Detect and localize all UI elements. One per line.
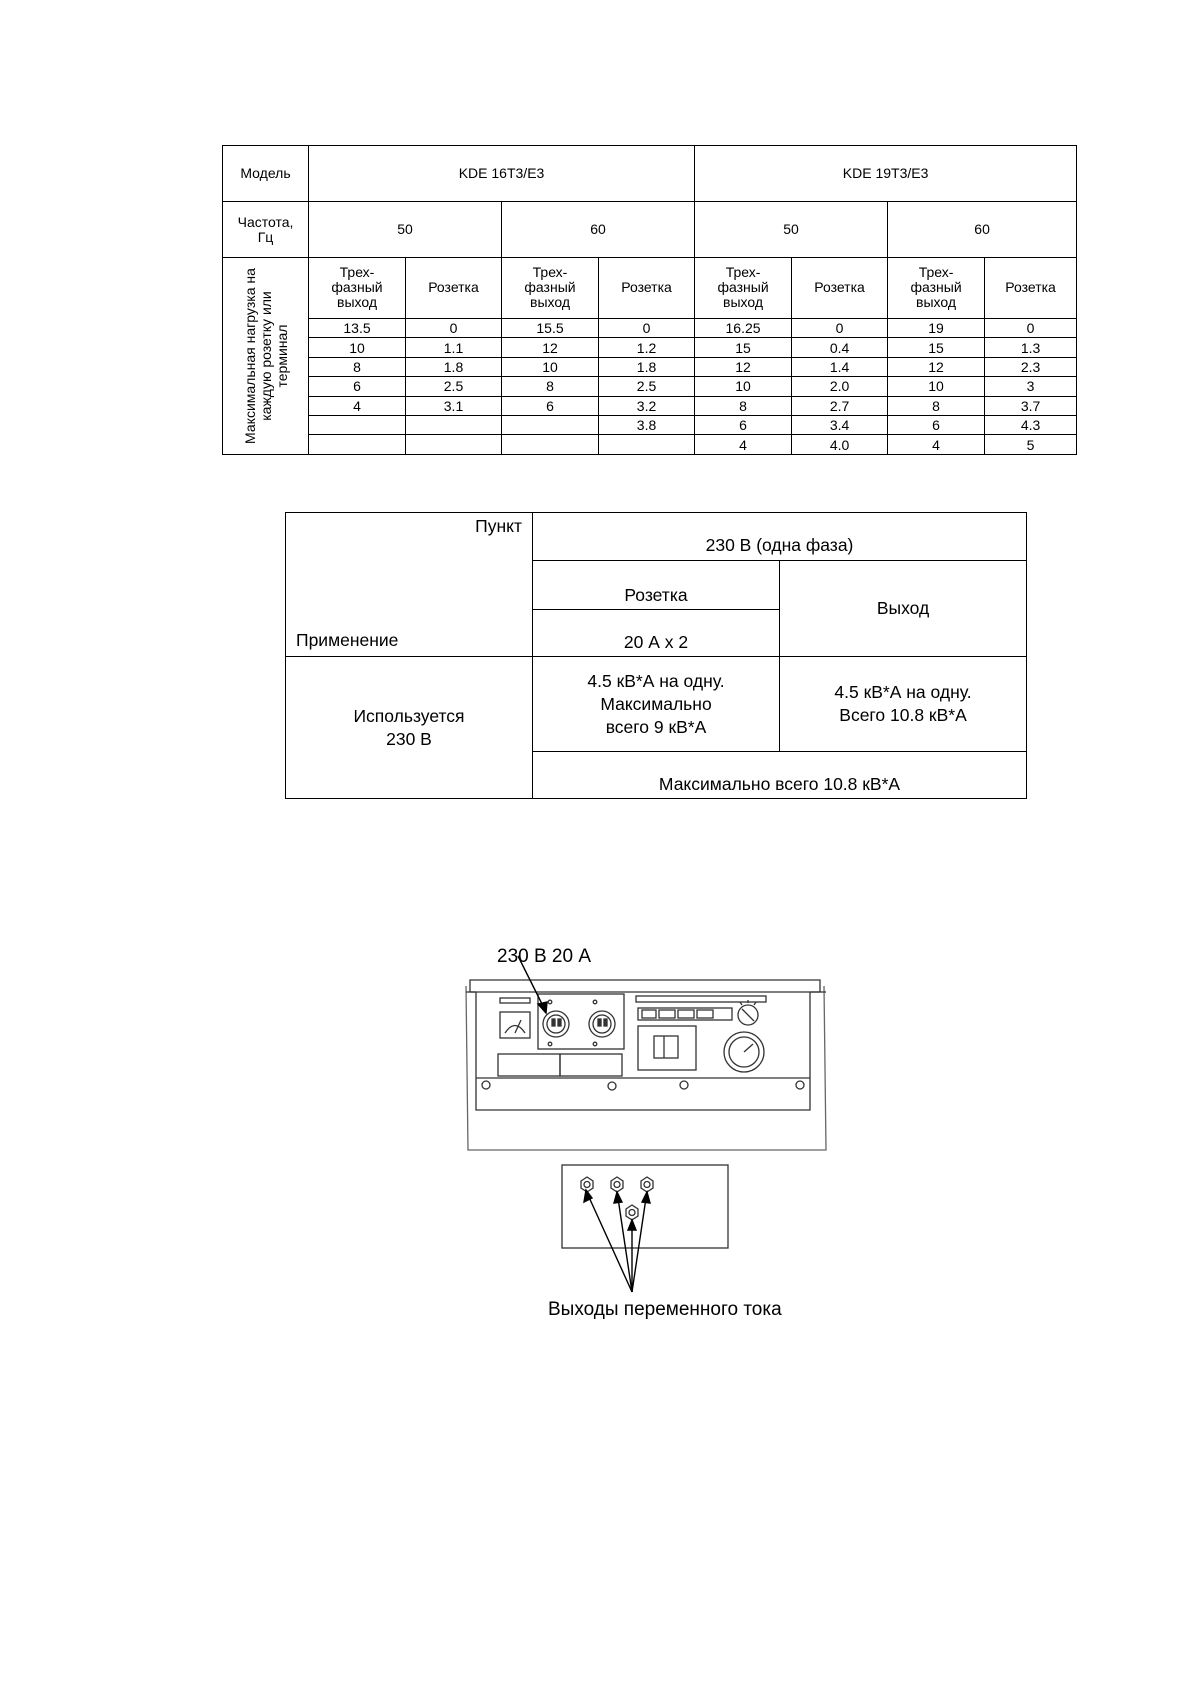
cell: 15 <box>888 338 985 357</box>
cell: 10 <box>309 338 406 357</box>
freq-cell: 60 <box>888 202 1077 258</box>
cell: 3.8 <box>599 416 695 435</box>
table-row <box>223 377 1077 396</box>
cell: 1.8 <box>599 357 695 376</box>
model-kde19: KDE 19T3/E3 <box>695 146 1077 202</box>
cell: 10 <box>888 377 985 396</box>
cell: 6 <box>502 396 599 415</box>
cell: 4.3 <box>985 416 1077 435</box>
table-row <box>223 396 1077 415</box>
cell: 15 <box>695 338 792 357</box>
total-capacity: Максимально всего 10.8 кВ*А <box>533 752 1027 799</box>
output-capacity: 4.5 кВ*А на одну. Всего 10.8 кВ*А <box>780 657 1027 752</box>
application-label: Применение <box>296 630 399 650</box>
cell: 8 <box>502 377 599 396</box>
cell: 2.3 <box>985 357 1077 376</box>
col-three-phase: Трех- фазный выход <box>309 258 406 319</box>
socket-capacity: 4.5 кВ*А на одну. Максимально всего 9 кВ*А <box>533 657 780 752</box>
cell: 1.2 <box>599 338 695 357</box>
table-row <box>223 416 1077 435</box>
used-label: Используется 230 В <box>286 657 533 799</box>
cell: 6 <box>309 377 406 396</box>
col-three-phase: Трех- фазный выход <box>502 258 599 319</box>
table-row <box>223 357 1077 376</box>
cell: 8 <box>695 396 792 415</box>
cell: 0 <box>985 318 1077 337</box>
cell: 3.7 <box>985 396 1077 415</box>
output-header: Выход <box>780 561 1027 657</box>
cell: 1.3 <box>985 338 1077 357</box>
cell: 5 <box>985 435 1077 455</box>
cell <box>309 416 406 435</box>
frequency-label: Частота, Гц <box>223 202 309 258</box>
cell: 19 <box>888 318 985 337</box>
freq-cell: 50 <box>309 202 502 258</box>
cell <box>502 435 599 455</box>
cell: 3 <box>985 377 1077 396</box>
usage-table <box>285 512 1027 799</box>
max-load-label: Максимальная нагрузка на каждую розетку или терминал <box>241 268 290 444</box>
cell: 3.4 <box>792 416 888 435</box>
cell: 12 <box>695 357 792 376</box>
item-label: Пункт <box>475 516 522 536</box>
cell: 2.0 <box>792 377 888 396</box>
cell: 0.4 <box>792 338 888 357</box>
model-kde16: KDE 16T3/E3 <box>309 146 695 202</box>
cell: 2.5 <box>406 377 502 396</box>
max-load-label-cell <box>223 258 309 455</box>
cell <box>406 435 502 455</box>
cell: 6 <box>695 416 792 435</box>
freq-cell: 60 <box>502 202 695 258</box>
corner-header <box>286 513 533 657</box>
load-table <box>222 145 1077 455</box>
cell: 8 <box>309 357 406 376</box>
table-row <box>223 435 1077 455</box>
cell: 0 <box>792 318 888 337</box>
cell: 3.2 <box>599 396 695 415</box>
cell: 12 <box>502 338 599 357</box>
col-three-phase: Трех- фазный выход <box>695 258 792 319</box>
col-socket: Розетка <box>406 258 502 319</box>
control-panel-figure <box>458 940 838 1320</box>
cell: 3.1 <box>406 396 502 415</box>
cell: 8 <box>888 396 985 415</box>
cell: 16.25 <box>695 318 792 337</box>
cell: 4 <box>309 396 406 415</box>
table-row <box>223 318 1077 337</box>
cell: 1.8 <box>406 357 502 376</box>
cell <box>502 416 599 435</box>
cell: 10 <box>502 357 599 376</box>
col-socket: Розетка <box>792 258 888 319</box>
cell: 0 <box>599 318 695 337</box>
table-row <box>223 338 1077 357</box>
ac-outputs-label: Выходы переменного тока <box>548 1299 782 1320</box>
voltage-header: 230 В (одна фаза) <box>533 513 1027 561</box>
cell: 2.7 <box>792 396 888 415</box>
col-socket: Розетка <box>985 258 1077 319</box>
cell: 13.5 <box>309 318 406 337</box>
socket-header: Розетка <box>533 561 780 610</box>
cell: 4 <box>695 435 792 455</box>
cell: 2.5 <box>599 377 695 396</box>
col-socket: Розетка <box>599 258 695 319</box>
cell: 12 <box>888 357 985 376</box>
cell <box>406 416 502 435</box>
cell <box>309 435 406 455</box>
cell: 1.4 <box>792 357 888 376</box>
socket-rating-label: 230 В 20 А <box>497 946 592 967</box>
cell: 6 <box>888 416 985 435</box>
socket-rating: 20 А х 2 <box>533 610 780 657</box>
cell: 1.1 <box>406 338 502 357</box>
cell: 4 <box>888 435 985 455</box>
model-label: Модель <box>223 146 309 202</box>
cell: 0 <box>406 318 502 337</box>
cell: 4.0 <box>792 435 888 455</box>
cell <box>599 435 695 455</box>
cell: 10 <box>695 377 792 396</box>
cell: 15.5 <box>502 318 599 337</box>
freq-cell: 50 <box>695 202 888 258</box>
col-three-phase: Трех- фазный выход <box>888 258 985 319</box>
